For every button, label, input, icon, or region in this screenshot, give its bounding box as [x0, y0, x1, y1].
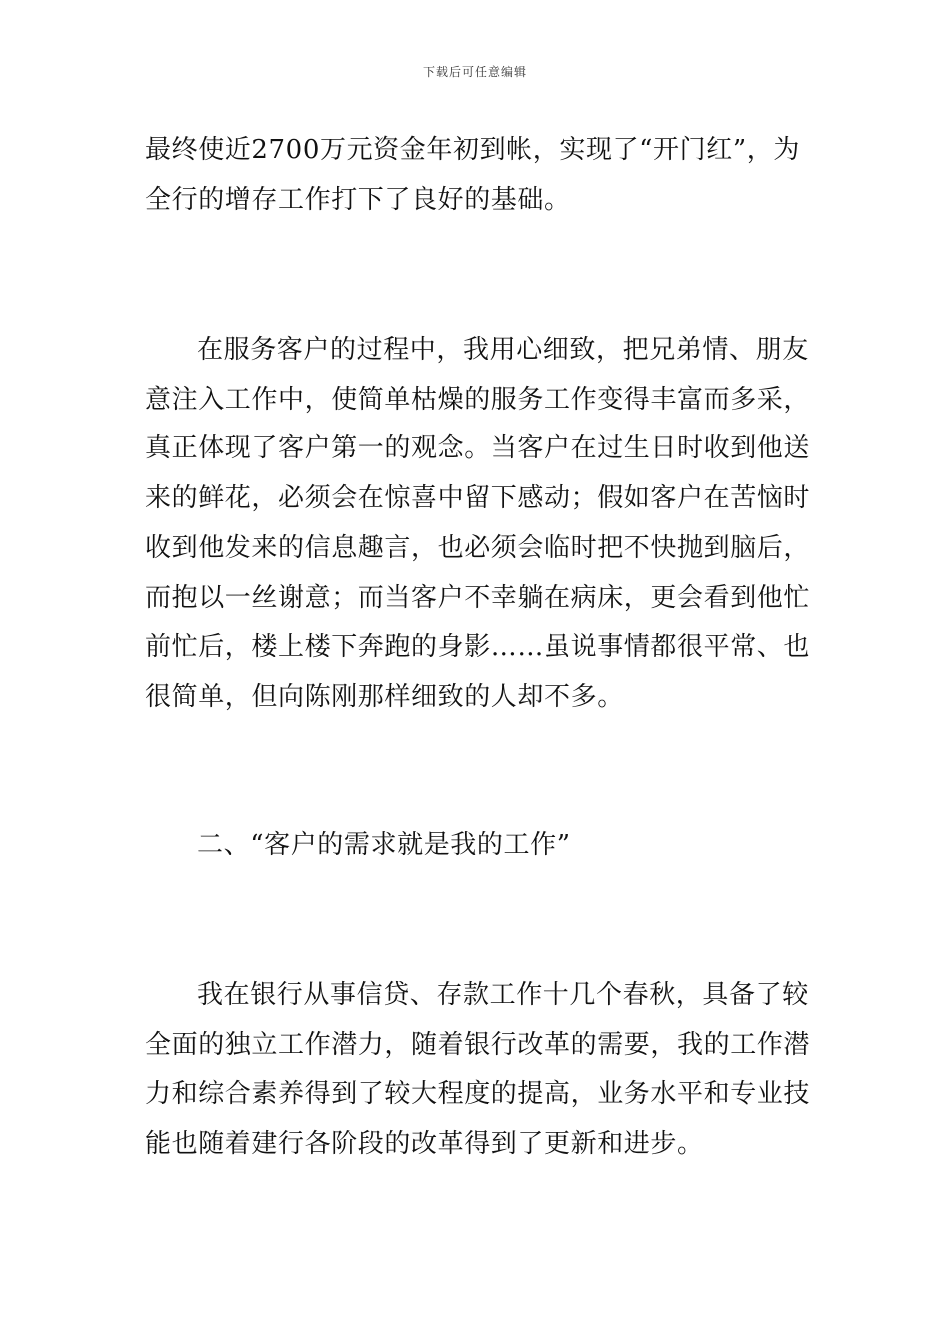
text-line: 能也随着建行各阶段的改革得到了更新和进步。 [145, 1129, 704, 1159]
text-line: 最终使近2700万元资金年初到帐，实现了“开门红”，为 [145, 135, 800, 165]
text-line: 全面的独立工作潜力，随着银行改革的需要，我的工作潜 [145, 1030, 811, 1060]
text-line: 真正体现了客户第一的观念。当客户在过生日时收到他送 [145, 433, 811, 463]
text-line: 我在银行从事信贷、存款工作十几个春秋，具备了较 [197, 980, 809, 1010]
text-line: 在服务客户的过程中，我用心细致，把兄弟情、朋友 [197, 335, 809, 365]
text-line: 很简单，但向陈刚那样细致的人却不多。 [145, 682, 624, 712]
text-line: 力和综合素养得到了较大程度的提高，业务水平和专业技 [145, 1079, 811, 1109]
text-line: 而抱以一丝谢意；而当客户不幸躺在病床，更会看到他忙 [145, 583, 811, 613]
text-line: 收到他发来的信息趣言，也必须会临时把不快抛到脑后， [145, 533, 811, 563]
text-line: 意注入工作中，使简单枯燥的服务工作变得丰富而多采， [145, 385, 811, 415]
heading-line: 二、“客户的需求就是我的工作” [197, 830, 571, 860]
text-line: 来的鲜花，必须会在惊喜中留下感动；假如客户在苦恼时 [145, 483, 811, 513]
text-line: 全行的增存工作打下了良好的基础。 [145, 185, 571, 215]
page-header-note: 下载后可任意编辑 [422, 65, 527, 79]
text-line: 前忙后，楼上楼下奔跑的身影……虽说事情都很平常、也 [145, 632, 811, 662]
